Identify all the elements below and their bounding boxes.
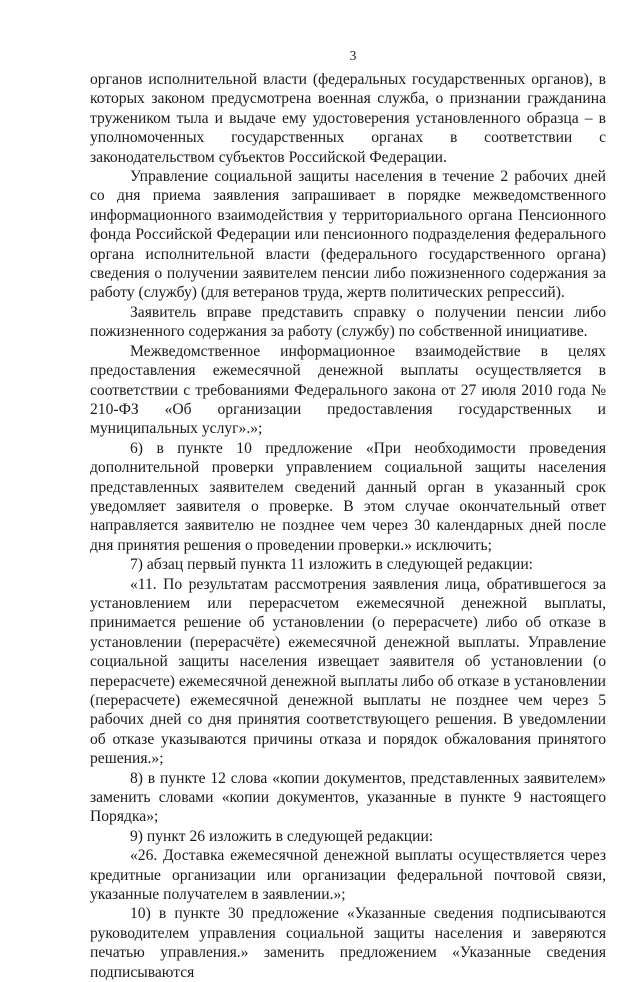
document-body — [90, 70, 606, 982]
paragraph-interagency-cooperation: Межведомственное информационное взаимодействие в целях предоставления ежемесячной денежной выплаты осуществляется в соответствии с требованиями Федерального закона от 27 июля 2010 года № 210-ФЗ «Об организации предоставления государственных и муниципальных услуг».»; — [90, 342, 606, 438]
page-number: 3 — [349, 48, 357, 63]
paragraph-item-9: 9) пункт 26 изложить в следующей редакции: — [130, 827, 434, 845]
paragraph-item-6: 6) в пункте 10 предложение «При необходимости проведения дополнительной проверки управлением социальной защиты населения представленных заявителем сведений данный орган в указанный срок уведомляет заявителя о проверке. В этом случае окончательный ответ направляется заявителю не позднее чем через 30 календарных дней после дня принятия решения о проведении проверки.» исключить; — [90, 439, 606, 554]
paragraph-item-8: 8) в пункте 12 слова «копии документов, представленных заявителем» заменить словами «копии документов, указанные в пункте 9 настоящего Порядка»; — [90, 769, 606, 826]
paragraph-interagency-request: Управление социальной защиты населения в течение 2 рабочих дней со дня приема заявления запрашивает в порядке межведомственного информационного взаимодействия у территориального органа Пенсионного фонда Российской Федерации или пенсионного подразделения федерального органа исполнительной власти (федерального государственного органа) сведения о получении заявителем пенсии либо пожизненного содержания за работу (службу) (для ветеранов труда, жертв политических репрессий). — [90, 168, 606, 302]
paragraph-item-10: 10) в пункте 30 предложение «Указанные сведения подписываются руководителем управления социальной защиты населения и заверяются печатью управления.» заменить предложением «Указанные сведения подписываются — [90, 905, 606, 981]
paragraph-item-7: 7) абзац первый пункта 11 изложить в следующей редакции: — [130, 556, 533, 574]
paragraph-continuation: органов исполнительной власти (федеральных государственных органов), в которых законом предусмотрена военная служба, о признании гражданина тружеником тыла и выдаче ему удостоверения установленного образца – в уполномоченных государственных органах в соответствии с законодательством субъектов Российской Федерации. — [90, 71, 606, 166]
paragraph-applicant-right: Заявитель вправе представить справку о получении пенсии либо пожизненного содержания за работу (службу) по собственной инициативе. — [90, 303, 606, 341]
paragraph-clause-11: «11. По результатам рассмотрения заявления лица, обратившегося за установлением или перерасчетом ежемесячной денежной выплаты, принимается решение об установлении (о перерасчете) либо об отказе в установлении (перерасчёте) ежемесячной денежной выплаты. Управление социальной защиты населения извещает заявителя об установлении (о перерасчете) ежемесячной денежной выплаты либо об отказе в установлении (перерасчете) ежемесячной денежной выплаты не позднее чем через 5 рабочих дней со дня принятия соответствующего решения. В уведомлении об отказе указываются причины отказа и порядок обжалования принятого решения.»; — [90, 575, 606, 768]
paragraph-clause-26: «26. Доставка ежемесячной денежной выплаты осуществляется через кредитные организации или организации федеральной почтовой связи, указанные получателем в заявлении.»; — [90, 847, 606, 904]
